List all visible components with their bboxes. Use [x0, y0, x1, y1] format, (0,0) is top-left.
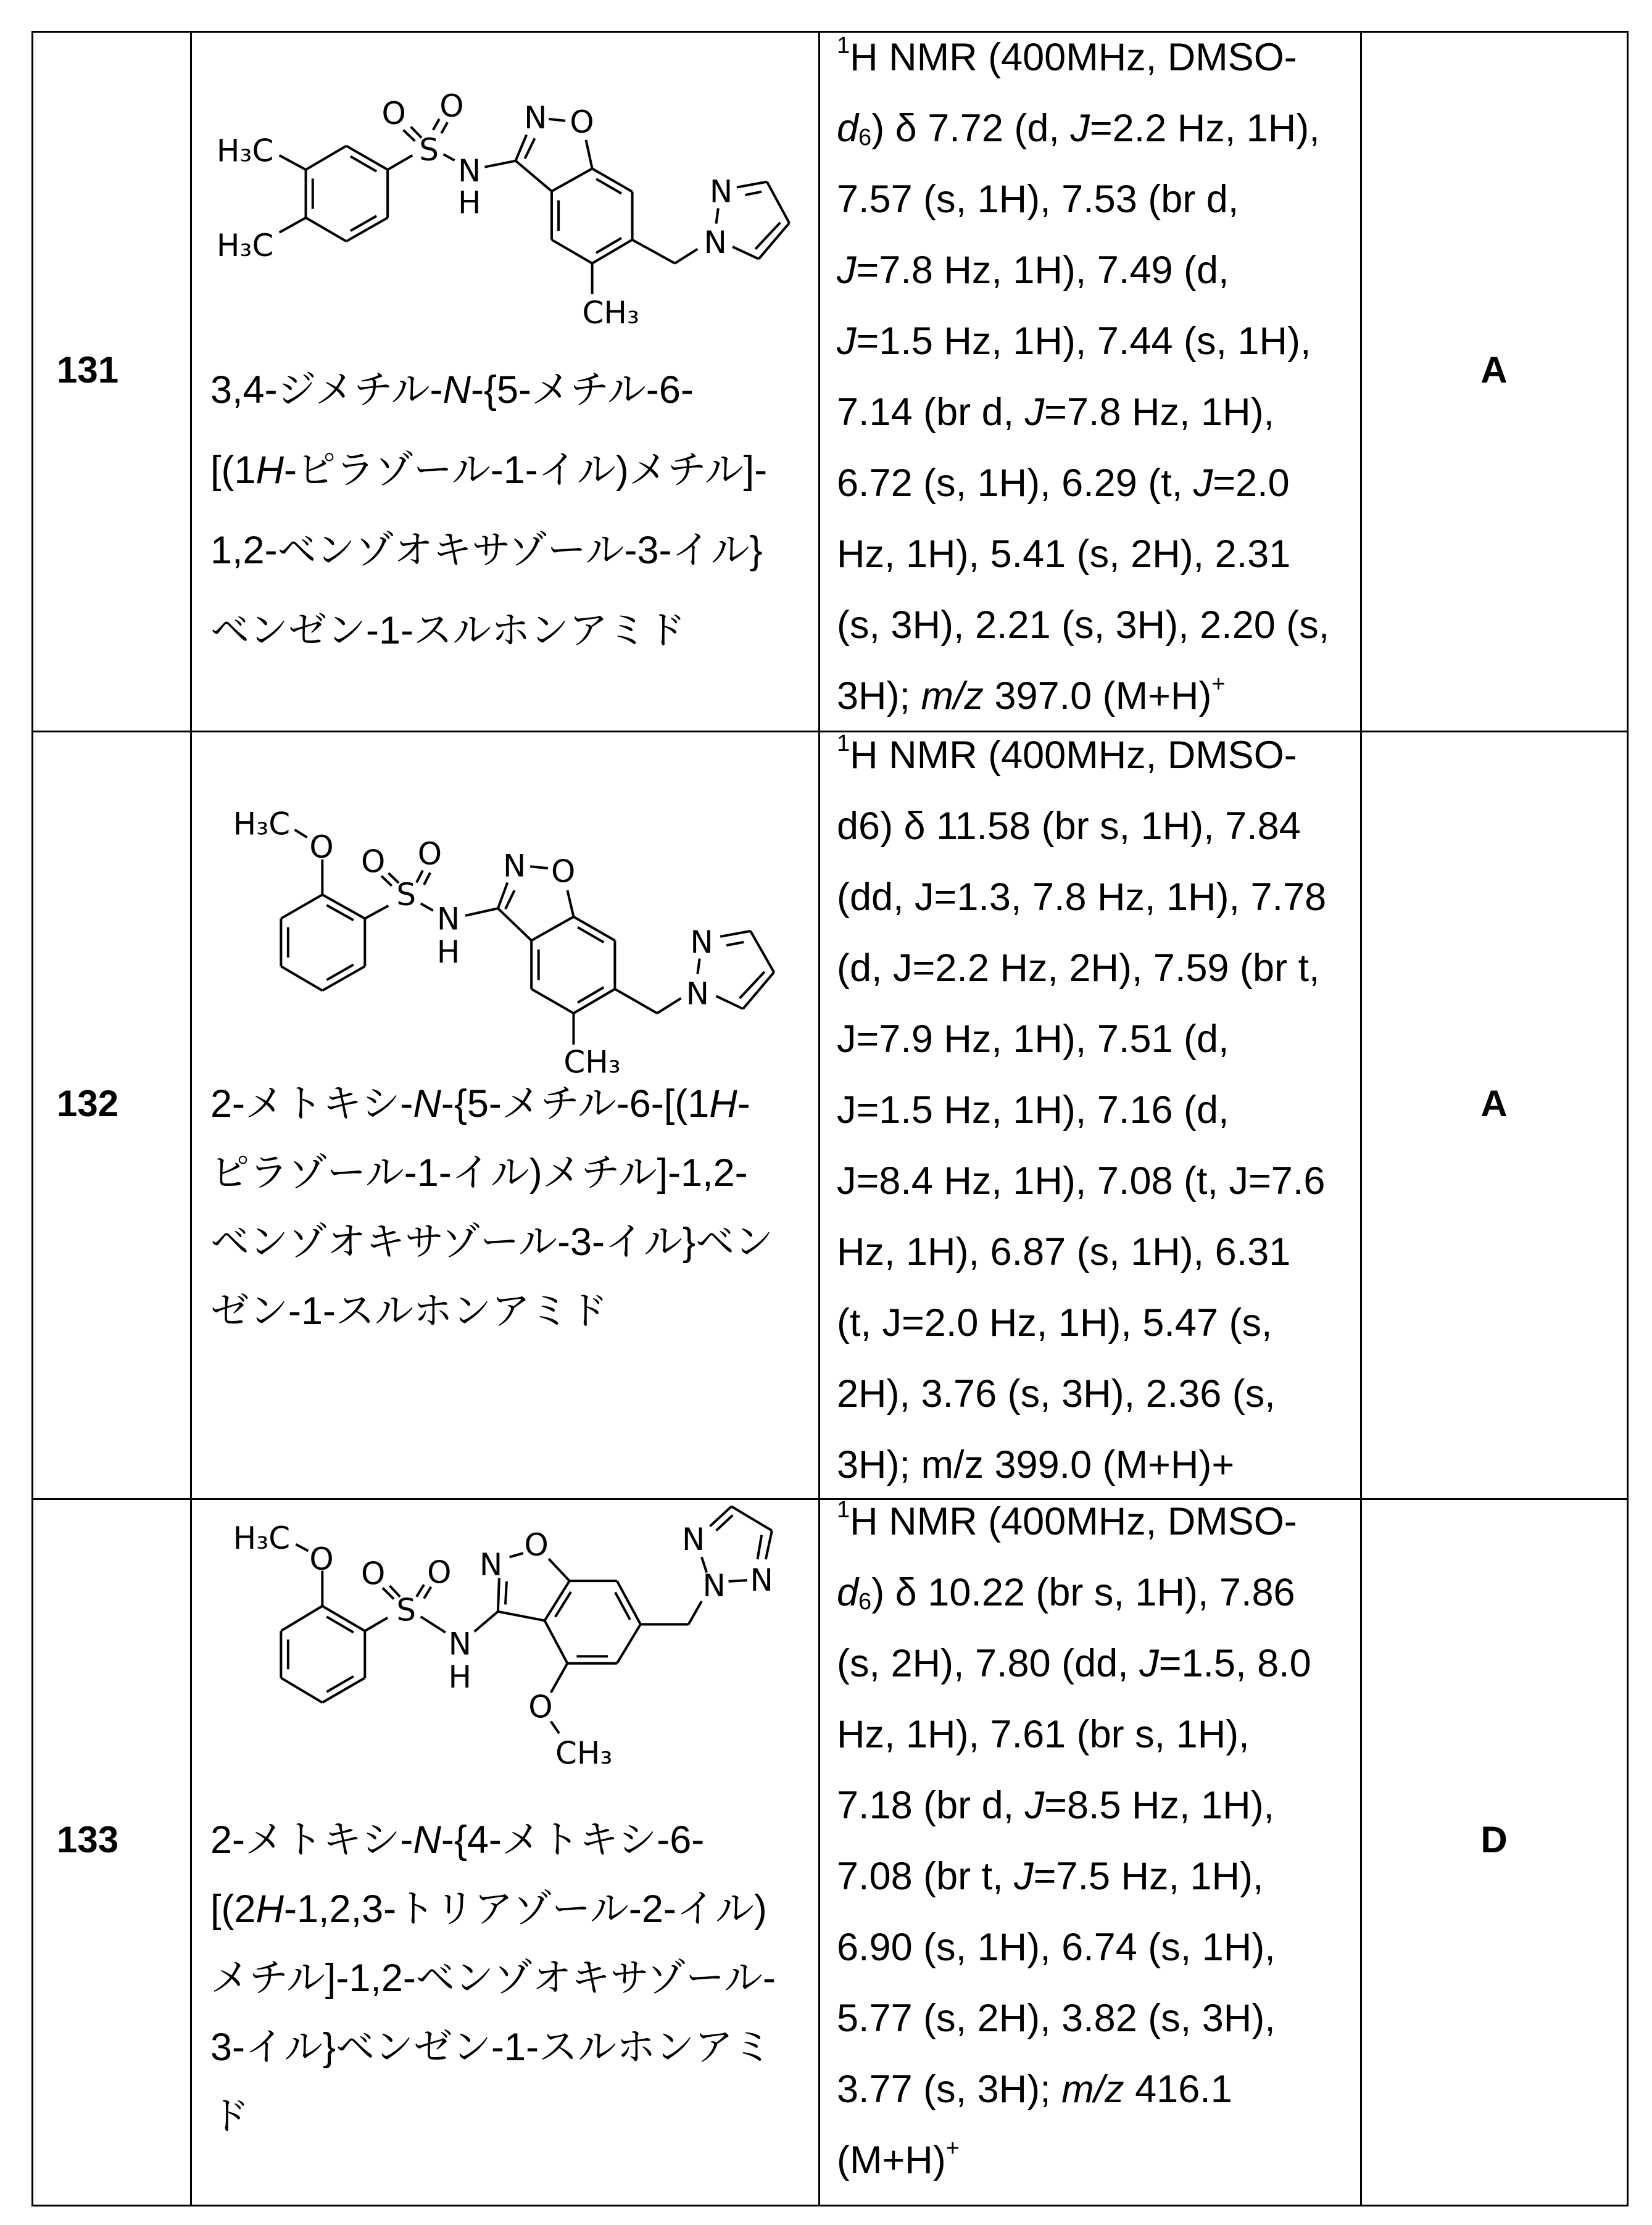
bond — [675, 249, 698, 263]
text-segment: 2H), 3.76 (s, 3H), 2.36 (s, — [837, 1372, 1276, 1415]
text-segment: 7.57 (s, 1H), 7.53 (br d, — [837, 178, 1239, 221]
atom-label: H₃C — [217, 228, 273, 263]
bond — [633, 240, 675, 263]
nmr-line — [837, 1359, 1326, 1430]
nmr-line — [837, 1983, 1311, 2054]
atom-label: N — [503, 848, 526, 884]
text-segment: H NMR (400MHz, DMSO- — [850, 1500, 1297, 1543]
text-segment: J=1.5 Hz, 1H), 7.16 (d, — [837, 1088, 1229, 1132]
ring-bond — [617, 1625, 641, 1664]
bond — [716, 209, 718, 224]
text-segment: + — [946, 2136, 960, 2161]
compound-id: 133 — [57, 1818, 118, 1862]
atom-label: CH₃ — [555, 1735, 612, 1771]
double-bond-inner — [578, 927, 604, 942]
atom-label: O — [570, 104, 594, 140]
column-divider — [190, 31, 192, 2206]
atom-label: N — [682, 1522, 705, 1557]
text-segment: =7.8 Hz, 1H), — [1044, 391, 1274, 434]
bond — [421, 903, 433, 910]
text-segment: 6 — [858, 125, 871, 151]
nmr-line — [837, 164, 1329, 235]
atom-label: N — [710, 174, 733, 210]
nmr-line — [837, 1075, 1326, 1146]
bond — [615, 989, 657, 1013]
atom-label: O — [525, 1527, 549, 1563]
bond — [549, 119, 565, 121]
text-segment: 3H); m/z 399.0 (M+H)+ — [837, 1443, 1234, 1486]
atom-label: N — [479, 1547, 502, 1583]
text-segment: (s, 2H), 7.80 (dd, — [837, 1642, 1139, 1685]
text-segment: (M+H) — [837, 2139, 946, 2182]
text-segment: (t, J=2.0 Hz, 1H), 5.47 (s, — [837, 1301, 1272, 1345]
atom-label: O — [361, 1556, 385, 1591]
nmr-line — [837, 1146, 1326, 1217]
bond — [586, 140, 592, 168]
atom-label: N — [690, 924, 713, 960]
text-segment: =7.5 Hz, 1H), — [1034, 1855, 1264, 1898]
text-segment: 416.1 — [1124, 2068, 1232, 2111]
ring-bond — [306, 146, 347, 170]
text-segment: (dd, J=1.3, 7.8 Hz, 1H), 7.78 — [837, 876, 1326, 919]
nmr-line — [837, 1288, 1326, 1359]
bond — [551, 1664, 568, 1693]
text-segment: 2-メトキシ- — [210, 1082, 413, 1125]
nmr-line — [837, 2125, 1311, 2196]
text-segment: J — [1193, 462, 1213, 505]
nmr-data — [837, 1486, 1311, 2196]
bond — [726, 942, 744, 945]
text-segment: + — [1211, 671, 1225, 697]
text-segment: [(1 — [210, 449, 256, 492]
bond — [516, 161, 552, 191]
name-line — [210, 2082, 776, 2151]
bond — [710, 1506, 731, 1526]
text-segment: J — [1070, 107, 1090, 150]
text-segment: 6.72 (s, 1H), 6.29 (t, — [837, 462, 1193, 505]
text-segment: Hz, 1H), 5.41 (s, 2H), 2.31 — [837, 532, 1290, 576]
text-segment: 1,2-ベンゾオキサゾール-3-イル} — [210, 529, 763, 572]
bond — [498, 882, 507, 908]
text-segment: -{4-メトキシ-6- — [441, 1818, 704, 1862]
name-line — [210, 510, 767, 590]
bond — [757, 1535, 762, 1559]
atom-label: S — [396, 877, 416, 913]
text-segment: m/z — [1061, 2068, 1124, 2111]
text-segment: 3-イル}ベンゼン-1-スルホンアミ — [210, 2026, 772, 2069]
table-border-bottom — [31, 2205, 1629, 2206]
nmr-data — [837, 720, 1326, 1501]
double-bond-inner — [555, 1592, 571, 1617]
text-segment: (s, 3H), 2.21 (s, 3H), 2.20 (s, — [837, 603, 1329, 647]
nmr-line — [837, 22, 1329, 93]
atom-label: H — [458, 185, 481, 221]
bond — [365, 906, 388, 919]
double-bond-inner — [351, 216, 376, 231]
atom-label: H₃C — [233, 1520, 290, 1556]
atom-label: O — [551, 853, 575, 889]
bond — [365, 1618, 388, 1631]
bond — [498, 1612, 545, 1621]
column-divider — [31, 31, 33, 2206]
text-segment: 7.14 (br d, — [837, 391, 1025, 434]
text-segment: - — [737, 1082, 750, 1125]
nmr-line — [837, 235, 1329, 306]
nmr-line — [837, 933, 1326, 1004]
bond — [498, 1578, 499, 1612]
bond — [417, 871, 423, 883]
bond — [729, 1580, 747, 1581]
compound-id: 131 — [57, 349, 118, 392]
bond — [549, 1559, 569, 1581]
text-segment: ゼン-1-スルホンアミド — [210, 1290, 608, 1333]
text-segment: d — [837, 1571, 858, 1614]
atom-label: N — [458, 153, 481, 189]
atom-label: N — [437, 901, 460, 937]
name-line — [210, 1944, 776, 2013]
text-segment: -{5-メチル-6- — [471, 368, 694, 412]
text-segment: d — [837, 107, 858, 150]
text-segment: ) δ 10.22 (br s, 1H), 7.86 — [871, 1571, 1295, 1614]
ring-bond — [531, 989, 573, 1013]
activity-grade: A — [1361, 1082, 1627, 1125]
text-segment: 6 — [858, 1589, 871, 1615]
atom-label: H₃C — [217, 133, 273, 169]
compound-id: 132 — [57, 1082, 118, 1125]
bond — [689, 1601, 702, 1625]
double-bond-inner — [351, 156, 376, 171]
compound-name — [210, 1069, 773, 1346]
text-segment: N — [443, 368, 471, 412]
ring-bond — [281, 966, 322, 990]
bond — [737, 182, 767, 188]
bond — [720, 931, 750, 937]
bond — [530, 866, 548, 868]
bond — [505, 890, 515, 909]
name-line — [210, 1138, 773, 1208]
text-segment: -{5-メチル-6-[(1 — [441, 1082, 709, 1125]
bond — [280, 155, 306, 170]
text-segment: J — [1025, 1784, 1045, 1827]
atom-label: H — [449, 1659, 472, 1695]
text-segment: 3H); — [837, 674, 921, 718]
bond — [424, 872, 430, 885]
name-line — [210, 1875, 776, 1944]
atom-label: O — [309, 829, 333, 865]
bond — [388, 155, 412, 170]
bond — [740, 972, 765, 998]
atom-label: O — [418, 836, 442, 872]
atom-label: O — [382, 96, 406, 131]
bond — [484, 161, 515, 167]
text-segment: 3.77 (s, 3H); — [837, 2068, 1061, 2111]
nmr-line — [837, 590, 1329, 661]
text-segment: N — [413, 1818, 441, 1862]
text-segment: ベンゼン-1-スルホンアミド — [210, 609, 686, 652]
name-line — [210, 1069, 773, 1138]
bond — [498, 908, 531, 940]
text-segment: Hz, 1H), 6.87 (s, 1H), 6.31 — [837, 1230, 1290, 1274]
bond — [280, 218, 306, 233]
text-segment: H — [256, 449, 284, 492]
text-segment: ピラゾール-1-イル)メチル]-1,2- — [210, 1151, 748, 1195]
text-segment: J=8.4 Hz, 1H), 7.08 (t, J=7.6 — [837, 1159, 1325, 1203]
bond — [417, 1585, 424, 1597]
atom-label: N — [449, 1626, 471, 1662]
text-segment: 397.0 (M+H) — [984, 674, 1211, 718]
text-segment: (d, J=2.2 Hz, 2H), 7.59 (br t, — [837, 947, 1320, 990]
bond — [697, 959, 699, 974]
bond — [755, 223, 780, 249]
bond — [505, 1581, 507, 1605]
ring-bond — [552, 240, 592, 263]
text-segment: m/z — [921, 674, 984, 718]
column-divider — [1627, 31, 1629, 2206]
nmr-line — [837, 862, 1326, 933]
bond — [444, 154, 455, 160]
text-segment: J — [837, 249, 857, 292]
atom-label: S — [419, 132, 439, 168]
atom-label: O — [309, 1541, 333, 1577]
text-segment: =7.8 Hz, 1H), 7.49 (d, — [857, 249, 1229, 292]
text-segment: 6.90 (s, 1H), 6.74 (s, 1H), — [837, 1926, 1276, 1969]
chemical-structure — [185, 771, 833, 1117]
text-segment: J — [837, 320, 857, 363]
nmr-line — [837, 1557, 1311, 1628]
bond — [657, 998, 681, 1013]
text-segment: H NMR (400MHz, DMSO- — [850, 734, 1297, 777]
text-segment: =8.5 Hz, 1H), — [1044, 1784, 1274, 1827]
text-segment: N — [413, 1082, 441, 1125]
double-bond-inner — [326, 905, 354, 920]
nmr-line — [837, 1486, 1311, 1557]
ring-bond — [552, 168, 592, 191]
atom-label: O — [361, 843, 385, 879]
activity-grade: D — [1361, 1818, 1627, 1862]
atom-label: S — [396, 1592, 416, 1628]
name-line — [210, 1277, 773, 1346]
nmr-line — [837, 1841, 1311, 1912]
bond — [475, 1612, 498, 1632]
text-segment: H NMR (400MHz, DMSO- — [850, 36, 1297, 79]
text-segment: 1 — [837, 33, 850, 59]
bond — [567, 890, 573, 917]
nmr-line — [837, 1004, 1326, 1075]
name-line — [210, 2013, 776, 2082]
text-segment: 5.77 (s, 2H), 3.82 (s, 3H), — [837, 1997, 1276, 2040]
name-line — [210, 430, 767, 510]
bond — [296, 1544, 308, 1551]
bond — [465, 908, 498, 916]
atom-label: N — [750, 1562, 773, 1598]
ring-bond — [281, 895, 322, 919]
text-segment: H — [709, 1082, 737, 1125]
text-segment: d6) δ 11.58 (br s, 1H), 7.84 — [837, 805, 1301, 848]
text-segment: J=7.9 Hz, 1H), 7.51 (d, — [837, 1017, 1229, 1061]
bond — [733, 247, 758, 259]
name-line — [210, 590, 767, 671]
atom-label: CH₃ — [563, 1044, 620, 1080]
nmr-line — [837, 791, 1326, 862]
compound-name — [210, 1805, 776, 2151]
atom-label: O — [439, 88, 463, 124]
name-line — [210, 1208, 773, 1277]
double-bond-inner — [615, 1593, 630, 1620]
text-segment: -ピラゾール-1-イル)メチル]- — [284, 449, 767, 492]
name-line — [210, 1805, 776, 1875]
nmr-line — [837, 448, 1329, 519]
nmr-line — [837, 1699, 1311, 1770]
bond — [433, 119, 439, 130]
ring-bond — [281, 1606, 322, 1631]
atom-label: N — [524, 100, 547, 136]
text-segment: J — [1025, 391, 1045, 434]
text-segment: 1 — [837, 731, 850, 756]
text-segment: 3,4-ジメチル- — [210, 368, 443, 412]
bond — [294, 830, 307, 838]
nmr-line — [837, 93, 1329, 164]
nmr-line — [837, 1217, 1326, 1288]
nmr-line — [837, 720, 1326, 791]
bond — [510, 1553, 523, 1557]
bond — [745, 192, 762, 195]
text-segment: メチル]-1,2-ベンゾオキサゾール- — [210, 1957, 776, 2000]
text-segment: J — [1014, 1855, 1034, 1898]
atom-label: H₃C — [233, 806, 290, 842]
atom-label: N — [704, 225, 726, 260]
atom-label: O — [528, 1689, 552, 1725]
text-segment: =1.5 Hz, 1H), 7.44 (s, 1H), — [857, 320, 1311, 363]
nmr-line — [837, 306, 1329, 377]
nmr-line — [837, 1912, 1311, 1983]
bond — [767, 182, 789, 223]
atom-label: H — [437, 934, 460, 970]
compound-name — [210, 350, 767, 671]
ring-bond — [545, 1620, 568, 1663]
bond — [750, 931, 774, 972]
nmr-line — [837, 1770, 1311, 1841]
text-segment: ベンゾオキサゾール-3-イル}ベン — [210, 1220, 773, 1264]
activity-grade: A — [1361, 349, 1627, 392]
text-segment: 7.08 (br t, — [837, 1855, 1014, 1898]
atom-label: CH₃ — [582, 295, 639, 331]
double-bond-inner — [596, 179, 621, 194]
chemical-structure — [185, 0, 833, 346]
nmr-line — [837, 377, 1329, 448]
text-segment: ド — [210, 2095, 249, 2138]
atom-label: N — [686, 976, 709, 1012]
ring-bond — [306, 218, 347, 241]
double-bond-inner — [326, 964, 354, 980]
atom-label: N — [702, 1568, 725, 1604]
text-segment: 7.18 (br d, — [837, 1784, 1025, 1827]
double-bond-inner — [326, 1676, 354, 1692]
ring-bond — [531, 917, 573, 941]
chemical-structure — [185, 1493, 833, 1839]
bond — [716, 996, 743, 1009]
double-bond-inner — [326, 1617, 354, 1632]
bond — [421, 1617, 446, 1633]
text-segment: 1 — [837, 1497, 850, 1523]
ring-bond — [281, 1678, 322, 1702]
text-segment: J — [1139, 1642, 1159, 1685]
double-bond-inner — [596, 238, 621, 253]
atom-label: O — [427, 1555, 451, 1591]
text-segment: H — [256, 1887, 284, 1931]
nmr-line — [837, 1628, 1311, 1699]
bond — [731, 1506, 772, 1530]
text-segment: Hz, 1H), 7.61 (br s, 1H), — [837, 1713, 1250, 1756]
nmr-line — [837, 2054, 1311, 2125]
column-divider — [818, 31, 820, 2206]
text-segment: 2-メトキシ- — [210, 1818, 413, 1862]
bond — [766, 1531, 772, 1559]
text-segment: =2.0 — [1213, 462, 1289, 505]
nmr-data — [837, 22, 1329, 732]
text-segment: =2.2 Hz, 1H), — [1090, 107, 1320, 150]
nmr-line — [837, 519, 1329, 590]
bond — [404, 130, 415, 141]
text-segment: =1.5, 8.0 — [1159, 1642, 1311, 1685]
bond — [525, 138, 534, 159]
text-segment: ) δ 7.72 (d, — [871, 107, 1070, 150]
name-line — [210, 350, 767, 430]
text-segment: -1,2,3-トリアゾール-2-イル) — [284, 1887, 767, 1931]
row-divider — [31, 731, 1629, 732]
double-bond-inner — [578, 987, 604, 1003]
text-segment: [(2 — [210, 1887, 256, 1931]
